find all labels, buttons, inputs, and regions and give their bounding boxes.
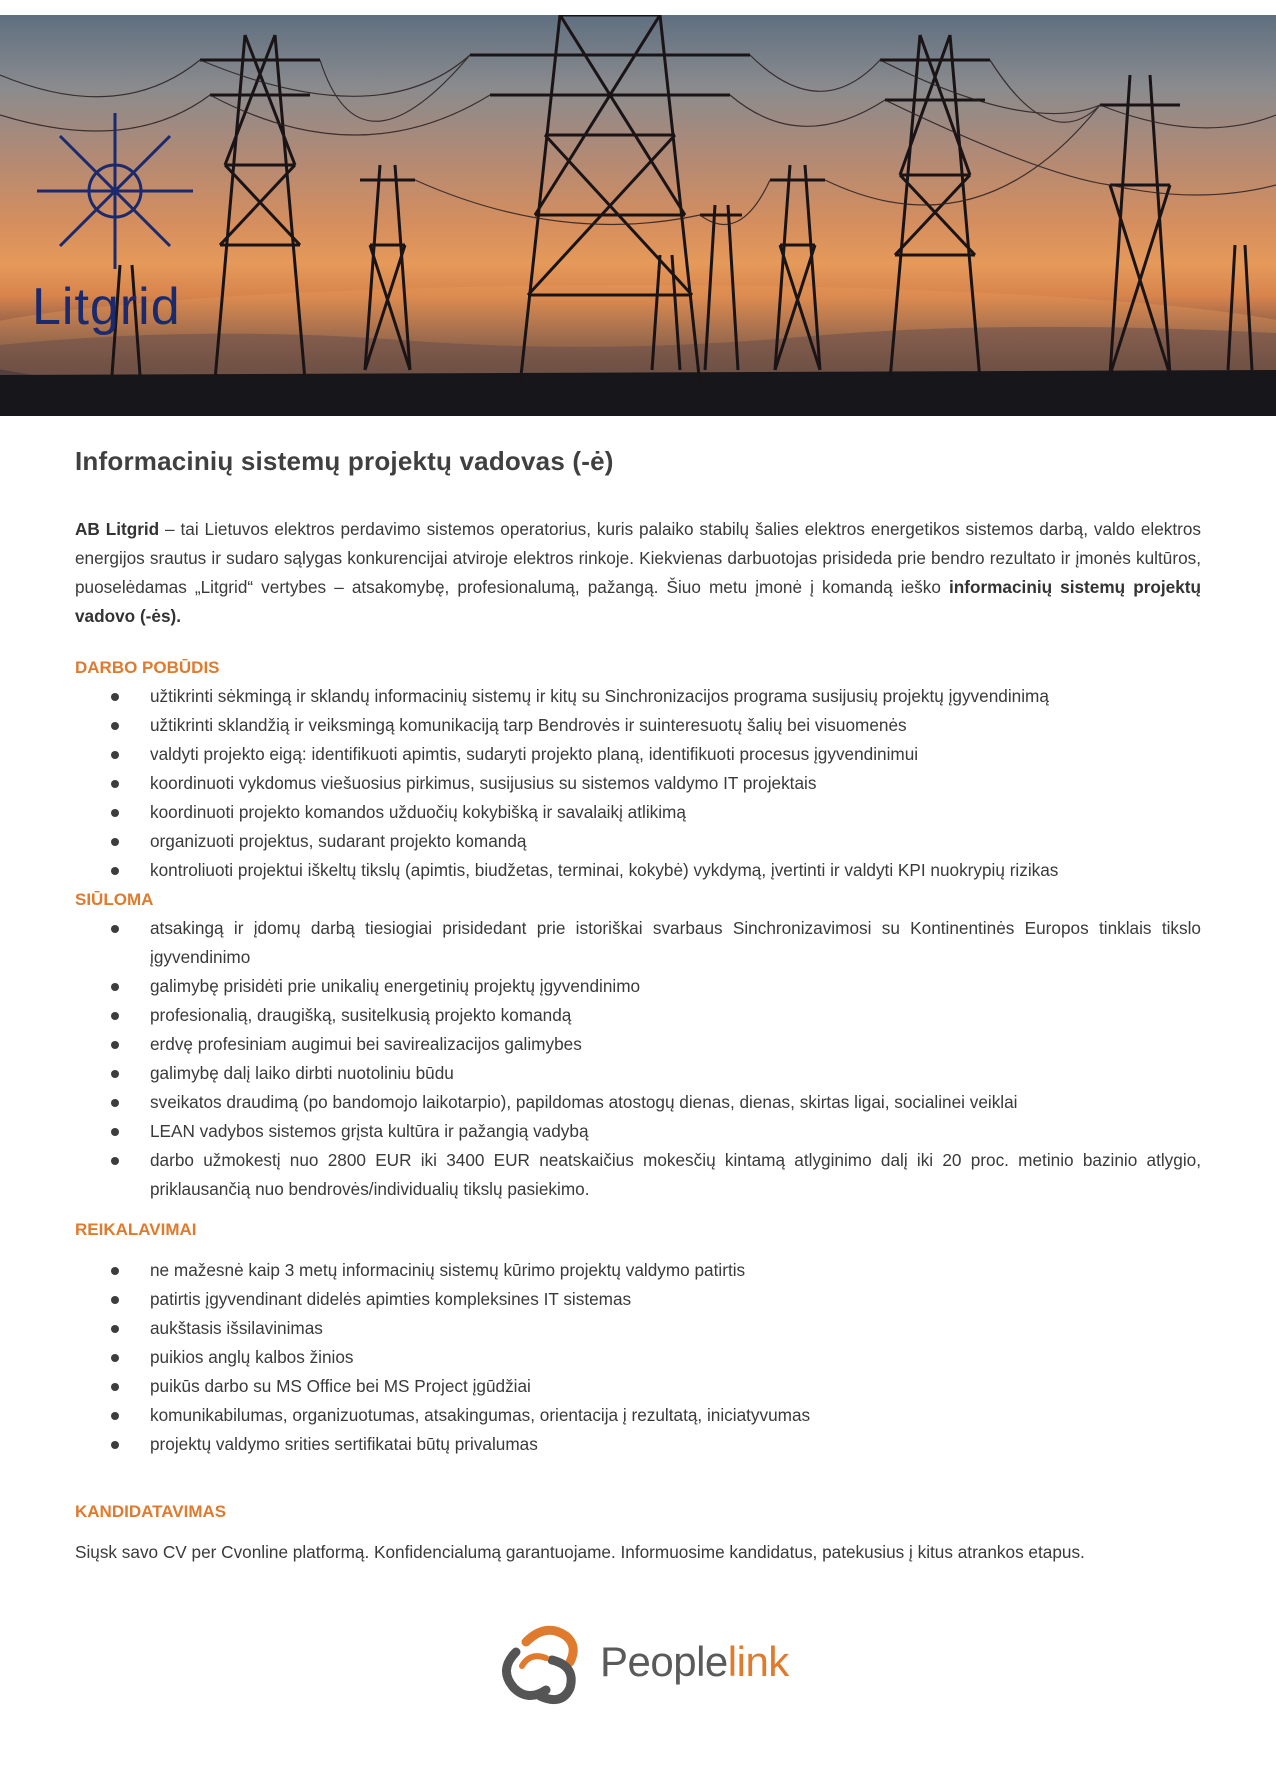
- list-item: organizuoti projektus, sudarant projekto komandą: [150, 827, 1201, 856]
- list-item: darbo užmokestį nuo 2800 EUR iki 3400 EUR neatskaičius mokesčių kintamą atlyginimo dalį iki 20 proc. metinio bazinio atlygio, priklausančią nuo bendrovės/individualių tikslų pasiekimo.: [150, 1146, 1201, 1204]
- reikalavimai-list: [75, 1256, 1201, 1459]
- list-item: galimybę prisidėti prie unikalių energetinių projektų įgyvendinimo: [150, 972, 1201, 1001]
- section-title-reikalavimai: REIKALAVIMAI: [75, 1220, 197, 1239]
- application-text: Siųsk savo CV per Cvonline platformą. Konfidencialumą garantuojame. Informuosime kandidatus, patekusius į kitus atrankos etapus.: [75, 1542, 1085, 1562]
- peoplelink-logo-text: Peoplelink: [600, 1638, 789, 1685]
- list-item: sveikatos draudimą (po bandomojo laikotarpio), papildomas atostogų dienas, dienas, skirtas ligai, socialinei veiklai: [150, 1088, 1201, 1117]
- list-item: komunikabilumas, organizuotumas, atsakingumas, orientacija į rezultatą, iniciatyvumas: [150, 1401, 1201, 1430]
- list-item: galimybę dalį laiko dirbti nuotoliniu būdu: [150, 1059, 1201, 1088]
- header-banner: [0, 15, 1276, 416]
- list-item: profesionalią, draugišką, susitelkusią projekto komandą: [150, 1001, 1201, 1030]
- litgrid-logo-text: Litgrid: [32, 278, 181, 336]
- list-item: kontroliuoti projektui iškeltų tikslų (apimtis, biudžetas, terminai, kokybė) vykdymą, įvertinti ir valdyti KPI nuokrypių rizikas: [150, 856, 1201, 885]
- list-item: aukštasis išsilavinimas: [150, 1314, 1201, 1343]
- list-item: puikios anglų kalbos žinios: [150, 1343, 1201, 1372]
- position-name: informacinių sistemų projektų vadovo (-ės).: [75, 577, 1201, 626]
- list-item: valdyti projekto eigą: identifikuoti apimtis, sudaryti projekto planą, identifikuoti procesus įgyvendinimui: [150, 740, 1201, 769]
- siuloma-list: [75, 914, 1201, 1204]
- section-title-kandidatavimas: KANDIDATAVIMAS: [75, 1502, 227, 1521]
- list-item: užtikrinti sėkmingą ir sklandų informacinių sistemų ir kitų su Sinchronizacijos programa susijusių projektų įgyvendinimą: [150, 682, 1201, 711]
- list-item: puikūs darbo su MS Office bei MS Project įgūdžiai: [150, 1372, 1201, 1401]
- intro-paragraph: [75, 515, 1201, 631]
- peoplelink-logo: [496, 1622, 789, 1712]
- darbo-pobudis-list: [75, 682, 1201, 885]
- intro-text: – tai Lietuvos elektros perdavimo sistemos operatorius, kuris palaiko stabilų šalies elektros energetikos sistemos darbą, valdo elektros energijos srautus ir sudaro sąlygas konkurencijai atviroje elektros rinkoje. Kiekvienas darbuotojas prisideda prie bendro rezultato ir įmonės kultūros, puoselėdamas „Litgrid“ vertybes – atsakomybę, profesionalumą, pažangą. Šiuo metu įmonė į komandą ieško: [75, 519, 1201, 597]
- list-item: projektų valdymo srities sertifikatai būtų privalumas: [150, 1430, 1201, 1459]
- job-title: Informacinių sistemų projektų vadovas (-ė): [75, 446, 614, 476]
- list-item: erdvę profesiniam augimui bei savirealizacijos galimybes: [150, 1030, 1201, 1059]
- job-posting-content: [75, 430, 1201, 1567]
- list-item: atsakingą ir įdomų darbą tiesiogiai prisidedant prie istoriškai svarbaus Sinchronizavimosi su Kontinentinės Europos tinklais tikslo įgyvendinimo: [150, 914, 1201, 972]
- peoplelink-logo-icon: [496, 1622, 596, 1712]
- section-title-siuloma: SIŪLOMA: [75, 890, 154, 909]
- list-item: patirtis įgyvendinant didelės apimties kompleksines IT sistemas: [150, 1285, 1201, 1314]
- company-name: AB Litgrid: [75, 519, 160, 539]
- list-item: LEAN vadybos sistemos grįsta kultūra ir pažangią vadybą: [150, 1117, 1201, 1146]
- list-item: ne mažesnė kaip 3 metų informacinių sistemų kūrimo projektų valdymo patirtis: [150, 1256, 1201, 1285]
- section-title-darbo-pobudis: DARBO POBŪDIS: [75, 658, 220, 677]
- list-item: koordinuoti vykdomus viešuosius pirkimus, susijusius su sistemos valdymo IT projektais: [150, 769, 1201, 798]
- power-lines-illustration: [0, 15, 1276, 416]
- litgrid-logo-icon: [37, 113, 193, 269]
- list-item: koordinuoti projekto komandos užduočių kokybišką ir savalaikį atlikimą: [150, 798, 1201, 827]
- list-item: užtikrinti sklandžią ir veiksmingą komunikaciją tarp Bendrovės ir suinteresuotų šalių bei visuomenės: [150, 711, 1201, 740]
